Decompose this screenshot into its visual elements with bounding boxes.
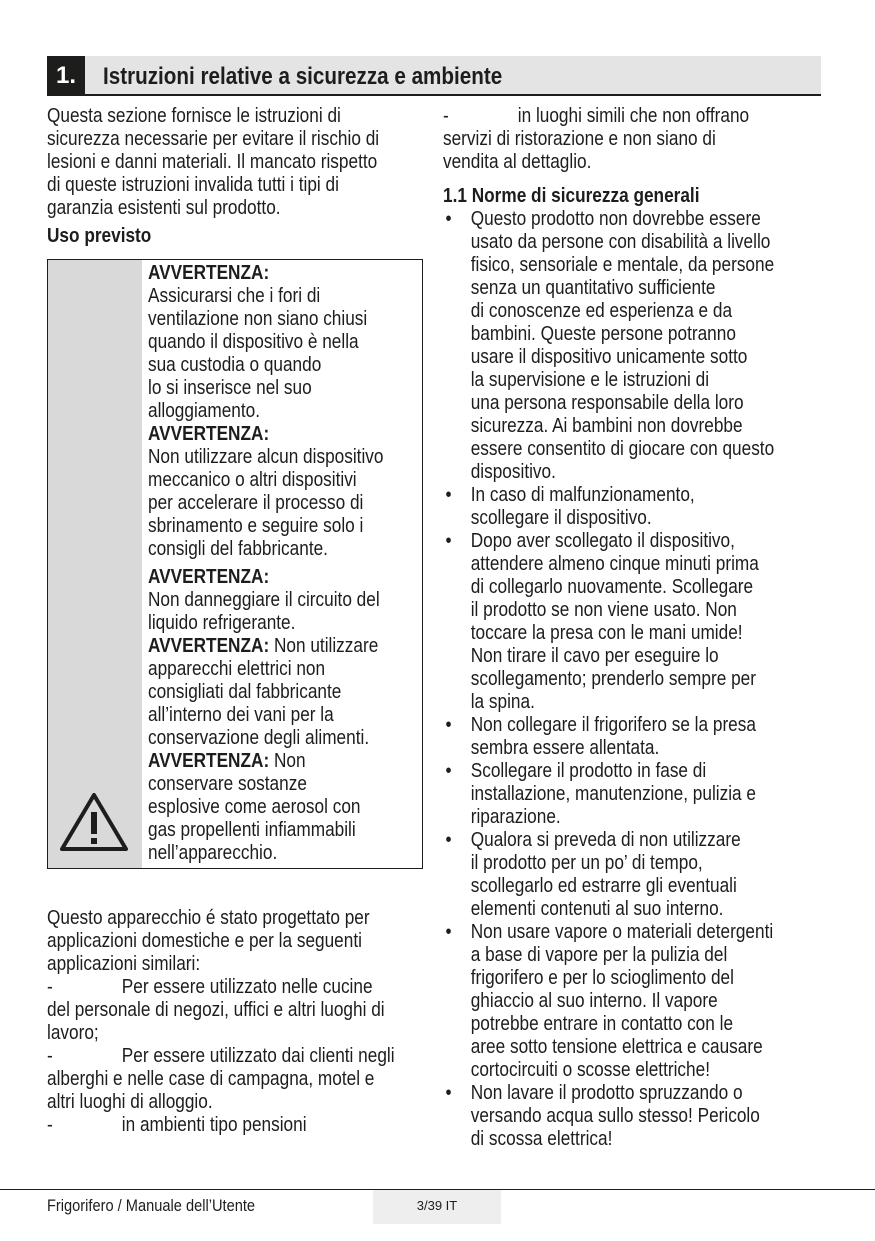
application-item <box>47 1044 442 1113</box>
application-item <box>47 975 442 1044</box>
text-line: attendere almeno cinque minuti prima <box>470 552 759 575</box>
text-line: servizi di ristorazione e non siano di <box>443 127 716 150</box>
text-line: garanzia esistenti sul prodotto. <box>47 196 281 219</box>
warning-item <box>148 749 417 864</box>
warning-item <box>148 261 417 422</box>
warning-label: AVVERTENZA: <box>148 634 270 657</box>
text-line: Non danneggiare il circuito del <box>148 588 380 611</box>
text-line: di conoscenze ed esperienza e da <box>470 299 733 322</box>
text-line: consigli del fabbricante. <box>148 537 328 560</box>
text-line: apparecchi elettrici non <box>148 657 326 680</box>
dash-marker: - <box>47 975 53 998</box>
text-line: consigliati dal fabbricante <box>148 680 342 703</box>
general-safety-heading: 1.1 Norme di sicurezza generali <box>443 184 700 207</box>
right-column <box>443 104 825 1150</box>
list-item <box>443 759 825 828</box>
text-line: dispositivo. <box>470 460 556 483</box>
dash-marker: - <box>47 1113 53 1136</box>
text-line: applicazioni similari: <box>47 952 201 975</box>
warning-label: AVVERTENZA: <box>148 261 270 284</box>
text-line: altri luoghi di alloggio. <box>47 1090 213 1113</box>
list-item <box>443 483 825 529</box>
text-line: meccanico o altri dispositivi <box>148 468 357 491</box>
text-line: In caso di malfunzionamento, <box>470 483 695 506</box>
text-line: Non collegare il frigorifero se la presa <box>470 713 756 736</box>
text-fragment: in luoghi simili che non offrano <box>517 104 750 127</box>
text-line: fisico, sensoriale e mentale, da persone <box>470 253 775 276</box>
text-line: Qualora si preveda di non utilizzare <box>470 828 741 851</box>
text-line: frigorifero e per lo scioglimento del <box>470 966 734 989</box>
application-item <box>443 104 825 173</box>
text-line: usare il dispositivo unicamente sotto <box>470 345 748 368</box>
section-header <box>47 56 821 96</box>
text-line: cortocircuiti o scosse elettriche! <box>470 1058 710 1081</box>
text-line: toccare la presa con le mani umide! <box>470 621 743 644</box>
text-line: conservare sostanze <box>148 772 307 795</box>
text-line: quando il dispositivo è nella <box>148 330 359 353</box>
text-line: Non lavare il prodotto spruzzando o <box>470 1081 743 1104</box>
dash-marker: - <box>47 1044 53 1067</box>
text-line: all’interno dei vani per la <box>148 703 334 726</box>
text-line: alloggiamento. <box>148 399 261 422</box>
list-item <box>443 713 825 759</box>
bullet-marker: • <box>445 759 452 782</box>
text-line: liquido refrigerante. <box>148 611 296 634</box>
text-line: Non usare vapore o materiali detergenti <box>470 920 774 943</box>
text-line: scollegare il dispositivo. <box>470 506 652 529</box>
section-number: 1. <box>47 56 85 94</box>
text-line: bambini. Queste persone potranno <box>470 322 736 345</box>
text-line: il prodotto se non viene usato. Non <box>470 598 737 621</box>
text-line: esplosive come aerosol con <box>148 795 361 818</box>
list-item <box>443 920 825 1081</box>
text-line: sbrinamento e seguire solo i <box>148 514 364 537</box>
warning-label: AVVERTENZA: <box>148 565 270 588</box>
warning-first-line <box>148 634 417 657</box>
text-line: Dopo aver scollegato il dispositivo, <box>470 529 735 552</box>
text-line: riparazione. <box>470 805 561 828</box>
text-line: potrebbe entrare in contatto con le <box>470 1012 734 1035</box>
warning-text <box>148 261 417 864</box>
text-line: una persona responsabile della loro <box>470 391 744 414</box>
text-line: di scossa elettrica! <box>470 1127 613 1150</box>
text-line: di queste istruzioni invalida tutti i tipi di <box>47 173 339 196</box>
bullet-marker: • <box>445 483 452 506</box>
bullet-marker: • <box>445 713 452 736</box>
list-item <box>443 828 825 920</box>
text-line: nell’apparecchio. <box>148 841 278 864</box>
text-line: lo si inserisce nel suo <box>148 376 312 399</box>
text-line: senza un quantitativo sufficiente <box>470 276 716 299</box>
text-line: versando acqua sullo stesso! Pericolo <box>470 1104 760 1127</box>
warning-box <box>47 259 423 869</box>
bullet-marker: • <box>445 1081 452 1104</box>
text-line: sembra essere allentata. <box>470 736 660 759</box>
text-line: gas propellenti infiammabili <box>148 818 356 841</box>
text-line: aree sotto tensione elettrica e causare <box>470 1035 763 1058</box>
bullet-marker: • <box>445 207 452 230</box>
warning-box-sidebar <box>48 260 142 868</box>
warning-label: AVVERTENZA: <box>148 749 270 772</box>
text-line: di collegarlo nuovamente. Scollegare <box>470 575 754 598</box>
bullet-marker: • <box>445 920 452 943</box>
safety-list <box>443 207 825 1150</box>
text-fragment: Non utilizzare <box>269 634 379 657</box>
text-line: vendita al dettaglio. <box>443 150 592 173</box>
text-line: Questo apparecchio é stato progettato per <box>47 906 370 929</box>
text-line: sua custodia o quando <box>148 353 322 376</box>
text-line: conservazione degli alimenti. <box>148 726 370 749</box>
text-line: elementi contenuti al suo interno. <box>470 897 724 920</box>
footer-manual-title: Frigorifero / Manuale dell’Utente <box>47 1196 256 1215</box>
text-line: ghiaccio al suo interno. Il vapore <box>470 989 718 1012</box>
text-line: scollegarlo ed estrarre gli eventuali <box>470 874 737 897</box>
intro-paragraph <box>47 104 442 219</box>
text-fragment: Per essere utilizzato dai clienti negli <box>121 1044 395 1067</box>
text-line: Non utilizzare alcun dispositivo <box>148 445 384 468</box>
text-line: sicurezza. Ai bambini non dovrebbe <box>470 414 743 437</box>
application-item <box>47 1113 442 1136</box>
text-line: installazione, manutenzione, pulizia e <box>470 782 756 805</box>
warning-item <box>148 634 417 749</box>
text-fragment: Per essere utilizzato nelle cucine <box>121 975 373 998</box>
text-line: Questo prodotto non dovrebbe essere <box>470 207 761 230</box>
bullet-marker: • <box>445 529 452 552</box>
text-line: sicurezza necessarie per evitare il rischio di <box>47 127 380 150</box>
text-line: per accelerare il processo di <box>148 491 364 514</box>
footer-page-number: 3/39 IT <box>373 1190 501 1224</box>
list-item <box>443 529 825 713</box>
warning-item <box>148 422 417 560</box>
applications-section <box>47 906 442 1136</box>
warning-item <box>148 565 417 634</box>
intended-use-heading: Uso previsto <box>47 224 152 247</box>
text-line: del personale di negozi, uffici e altri luoghi di <box>47 998 385 1021</box>
text-line: Questa sezione fornisce le istruzioni di <box>47 104 341 127</box>
text-line: ventilazione non siano chiusi <box>148 307 368 330</box>
bullet-marker: • <box>445 828 452 851</box>
text-line: alberghi e nelle case di campagna, motel e <box>47 1067 375 1090</box>
list-item <box>443 1081 825 1150</box>
left-column <box>47 104 442 247</box>
text-line: Assicurarsi che i fori di <box>148 284 321 307</box>
text-line: scollegamento; prenderlo sempre per <box>470 667 756 690</box>
section-title: Istruzioni relative a sicurezza e ambiente <box>103 63 503 90</box>
text-line: a base di vapore per la pulizia del <box>470 943 728 966</box>
warning-label: AVVERTENZA: <box>148 422 270 445</box>
text-line: Non tirare il cavo per eseguire lo <box>470 644 719 667</box>
text-line: essere consentito di giocare con questo <box>470 437 775 460</box>
text-line: la supervisione e le istruzioni di <box>470 368 710 391</box>
text-line: la spina. <box>470 690 535 713</box>
list-item <box>443 207 825 483</box>
dash-marker: - <box>443 104 449 127</box>
text-line: lesioni e danni materiali. Il mancato rispetto <box>47 150 378 173</box>
text-fragment: in ambienti tipo pensioni <box>121 1113 307 1136</box>
text-line: usato da persone con disabilità a livello <box>470 230 771 253</box>
warning-first-line <box>148 749 417 772</box>
text-line: applicazioni domestiche e per la seguenti <box>47 929 362 952</box>
text-line: il prodotto per un po’ di tempo, <box>470 851 703 874</box>
text-fragment: Non <box>269 749 306 772</box>
text-line: Scollegare il prodotto in fase di <box>470 759 707 782</box>
warning-triangle-icon <box>58 790 130 859</box>
text-line: lavoro; <box>47 1021 99 1044</box>
